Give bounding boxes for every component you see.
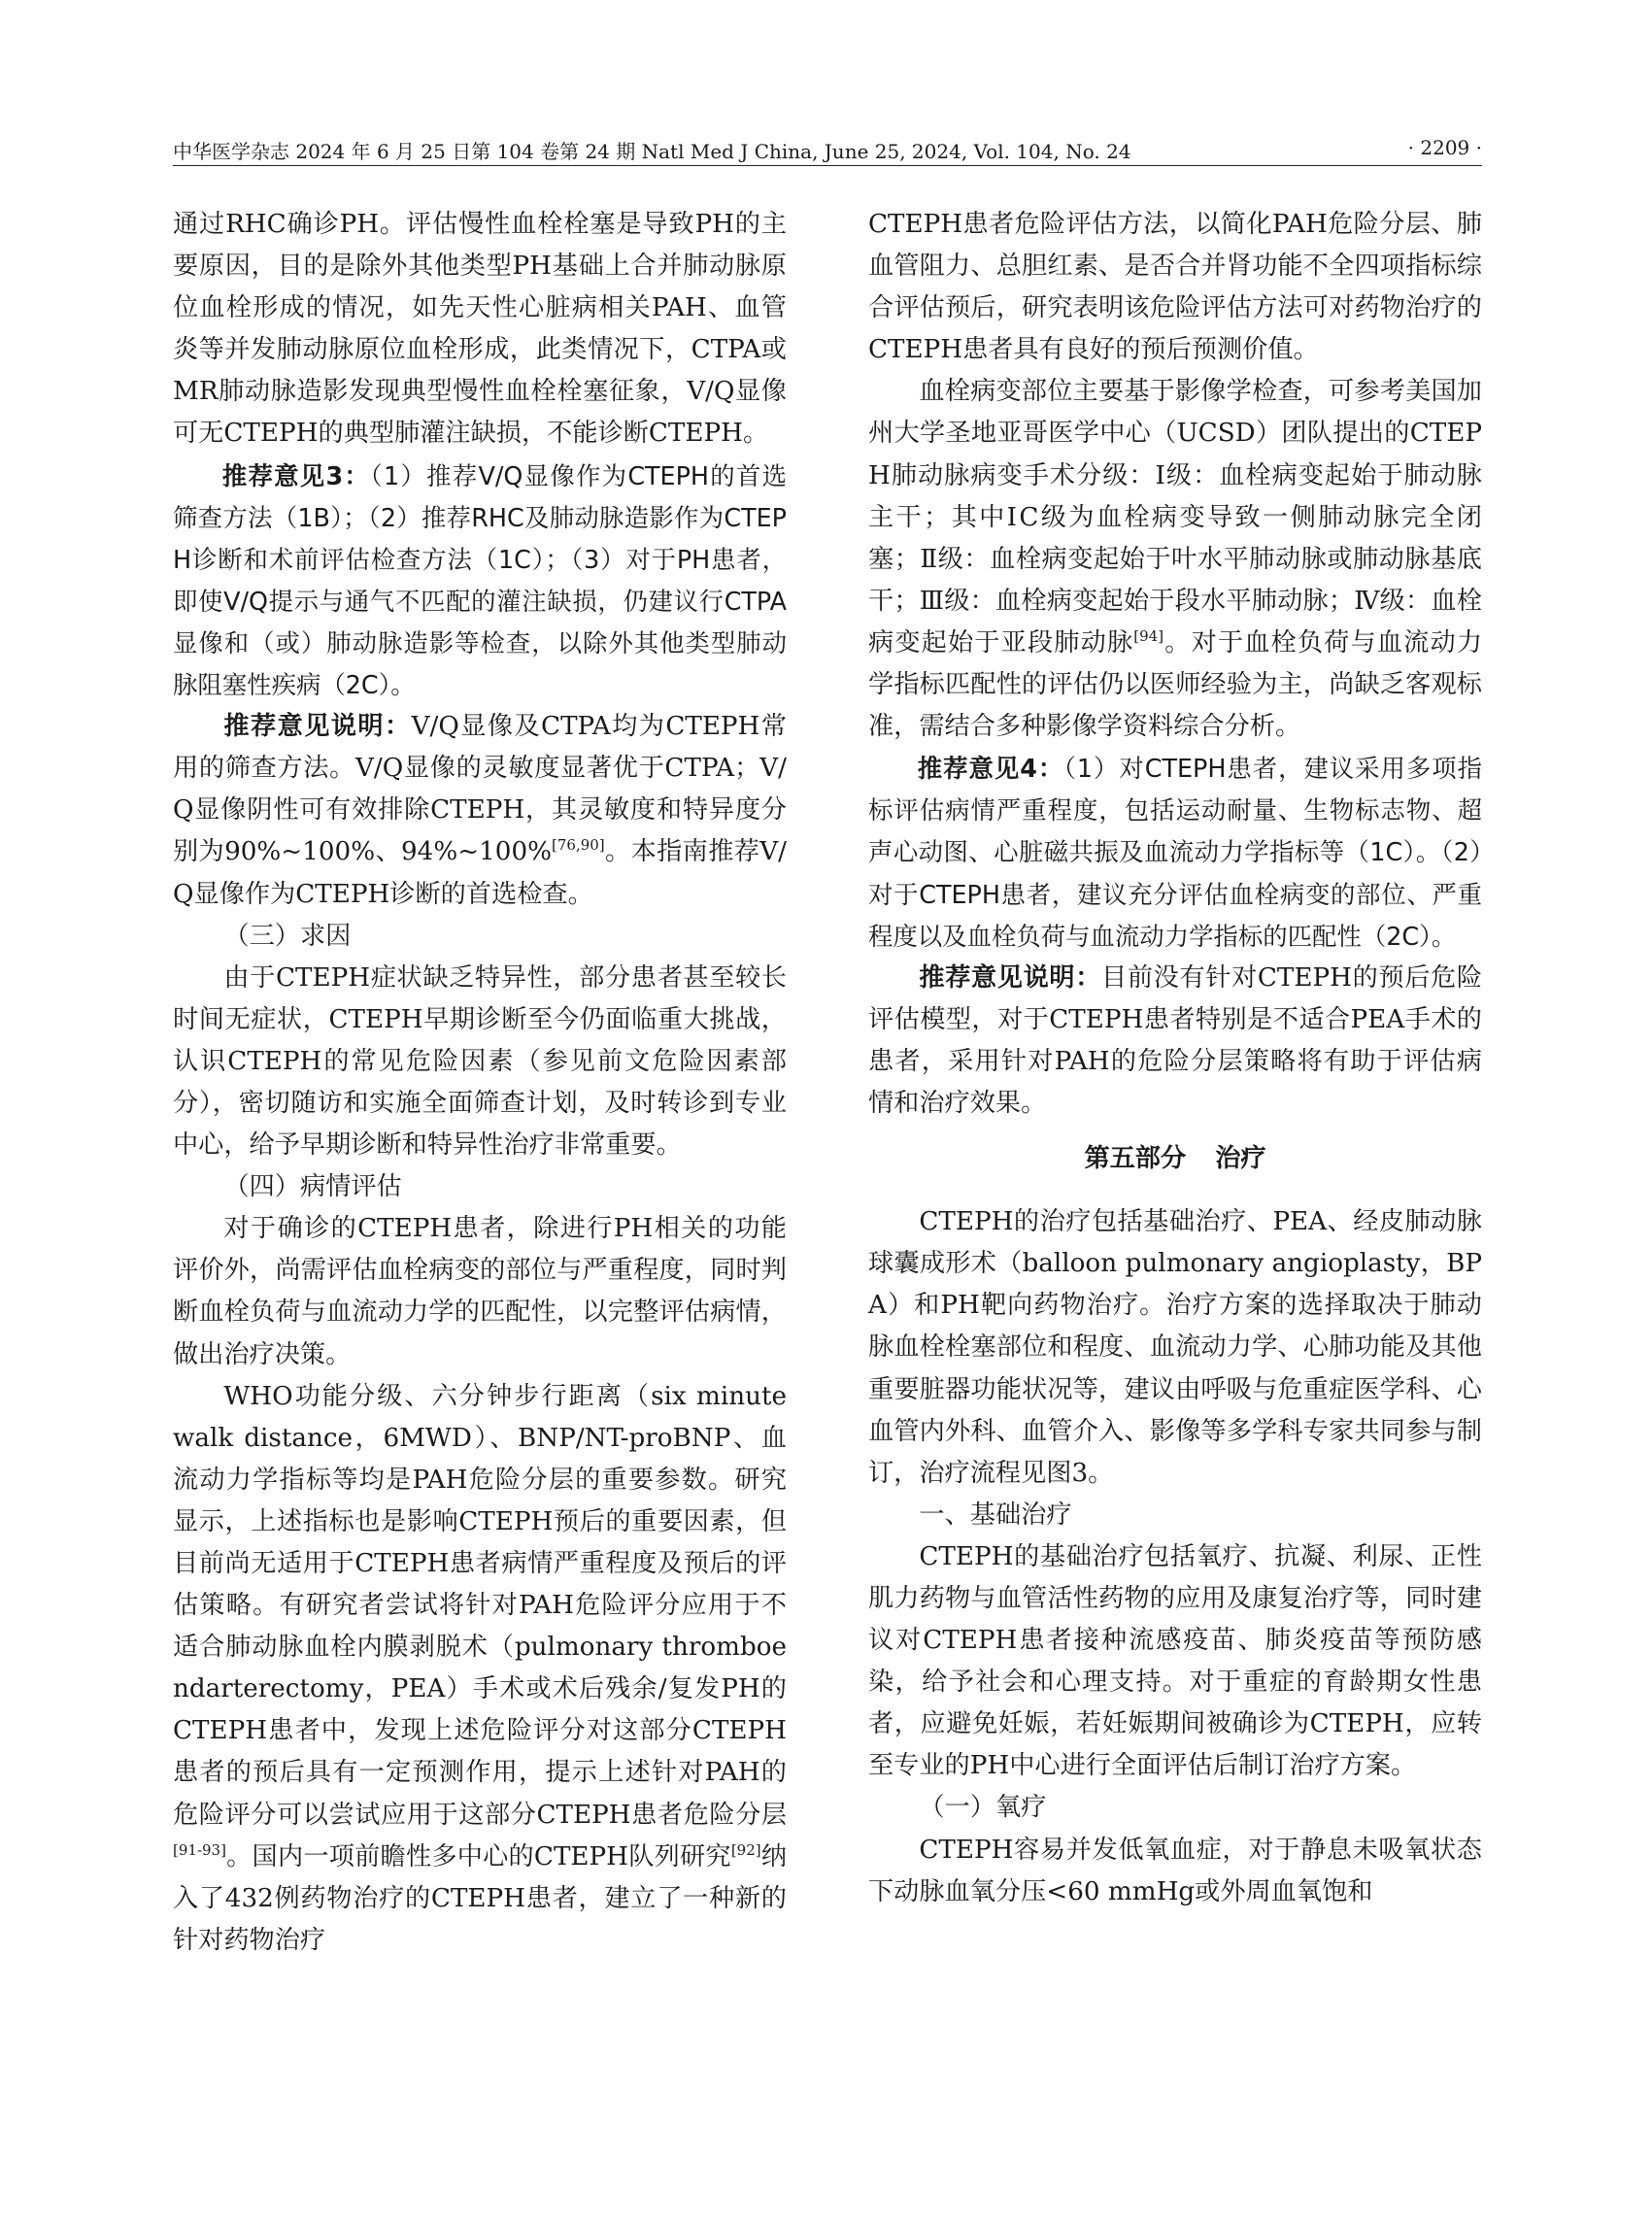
paragraph-basic-treatment: CTEPH的基础治疗包括氧疗、抗凝、利尿、正性肌力药物与血管活性药物的应用及康复治疗等，同时建议对CTEPH患者接种流感疫苗、肺炎疫苗等预防感染，给予社会和心理支持。对于重症的育龄期女性患者，应避免妊娠，若妊娠期间被确诊为CTEPH，应转至专业的PH中心进行全面评估后制订治疗方案。 [868, 1541, 1482, 1781]
paragraph-cause: 由于CTEPH症状缺乏特异性，部分患者甚至较长时间无症状，CTEPH早期诊断至今仍面临重大挑战，认识CTEPH的常见危险因素（参见前文危险因素部分），密切随访和实施全面筛查计划，及时转诊到专业中心，给予早期诊断和特异性治疗非常重要。 [173, 962, 787, 1161]
running-header [173, 132, 1482, 165]
journal-citation: 中华医学杂志 2024 年 6 月 25 日第 104 卷第 24 期 Natl Med J China, June 25, 2024, Vol. 104, No. 24 [173, 140, 1131, 163]
subheading-oxygen: （一）氧疗 [919, 1793, 1047, 1823]
subheading-evaluation: （四）病情评估 [223, 1172, 402, 1202]
recommendation-4-label: 推荐意见4： [917, 754, 1064, 784]
paragraph-evaluation-2-a: WHO功能分级、六分钟步行距离（six minute walk distance，6MWD）、BNP/NT-proBNP、血流动力学指标等均是PAH危险分层的重要参数。研究显示，上述指标也是影响CTEPH预后的重要因素，但目前尚无适用于CTEPH患者病情严重程度及预后的评估策略。有研究者尝试将针对PAH危险评分应用于不适合肺动脉血栓内膜剥脱术（pulmonary thromboendarterectomy，PEA）手术或术后残余/复发PH的CTEPH患者中，发现上述危险评分对这部分CTEPH患者的预后具有一定预测作用，提示上述针对PAH的危险评分可以尝试应用于这部分CTEPH患者危险分层 [173, 1381, 787, 1830]
citation-ref: [94] [1133, 626, 1164, 645]
recommendation-4-note-text: 目前没有针对CTEPH的预后危险评估模型，对于CTEPH患者特别是不适合PEA手术的患者，采用针对PAH的危险分层策略将有助于评估病情和治疗效果。 [868, 962, 1483, 1118]
section-title: 治疗 [1215, 1144, 1266, 1174]
paragraph-diagnosis: 通过RHC确诊PH。评估慢性血栓栓塞是导致PH的主要原因，目的是除外其他类型PH基础上合并肺动脉原位血栓形成的情况，如先天性心脏病相关PAH、血管炎等并发肺动脉原位血栓形成，此类情况下，CTPA或MR肺动脉造影发现典型慢性血栓栓塞征象，V/Q显像可无CTEPH的典型肺灌注缺损，不能诊断CTEPH。 [173, 210, 787, 449]
paragraph-lesion-site [868, 371, 1482, 748]
left-column [173, 204, 787, 1962]
citation-ref: [92] [730, 1840, 761, 1859]
paragraph-lesion-site-b: 。对于血栓负荷与血流动力学指标匹配性的评估仍以医师经验为主，尚缺乏客观标准，需结合多种影像学资料综合分析。 [868, 627, 1483, 742]
citation-ref: [76,90] [552, 836, 605, 855]
paragraph-evaluation-2-b: 。国内一项前瞻性多中心的CTEPH队列研究 [225, 1841, 731, 1871]
recommendation-3-note [173, 706, 787, 915]
section-heading-treatment [868, 1138, 1482, 1180]
recommendation-3-note-text: V/Q显像及CTPA均为CTEPH常用的筛查方法。V/Q显像的灵敏度显著优于CTPA；V/Q显像阴性可有效排除CTEPH，其灵敏度和特异度分别为90%~100%、94%~100% [173, 712, 787, 867]
subheading-basic-treatment: 一、基础治疗 [919, 1500, 1072, 1530]
recommendation-3 [173, 455, 787, 707]
recommendation-4-text: （1）对CTEPH患者，建议采用多项指标评估病情严重程度，包括运动耐量、生物标志物、超声心动图、心脏磁共振及血流动力学指标等（1C）。（2）对于CTEPH患者，建议充分评估血栓病变的部位、严重程度以及血栓负荷与血流动力学指标的匹配性（2C）。 [868, 754, 1483, 951]
page-number: · 2209 · [1407, 136, 1482, 159]
recommendation-4-note [868, 958, 1482, 1125]
recommendation-3-note-label: 推荐意见说明： [223, 712, 412, 742]
paragraph-treatment: CTEPH的治疗包括基础治疗、PEA、经皮肺动脉球囊成形术（balloon pulmonary angioplasty，BPA）和PH靶向药物治疗。治疗方案的选择取决于肺动脉血栓栓塞部位和程度、血流动力学、心肺功能及其他重要脏器功能状况等，建议由呼吸与危重症医学科、心血管内外科、血管介入、影像等多学科专家共同参与制订，治疗流程见图3。 [868, 1207, 1482, 1488]
recommendation-3-label: 推荐意见3： [221, 460, 371, 490]
recommendation-4 [868, 748, 1482, 957]
citation-ref: [91-93] [173, 1840, 226, 1859]
paragraph-risk-method: CTEPH患者危险评估方法，以简化PAH危险分层、肺血管阻力、总胆红素、是否合并肾功能不全四项指标综合评估预后，研究表明该危险评估方法可对药物治疗的CTEPH患者具有良好的预后预测价值。 [868, 210, 1482, 365]
right-column [868, 204, 1482, 1913]
section-number: 第五部分 [1084, 1144, 1187, 1174]
paragraph-oxygen: CTEPH容易并发低氧血症，对于静息未吸氧状态下动脉血氧分压<60 mmHg或外周血氧饱和 [868, 1835, 1482, 1906]
subheading-cause: （三）求因 [223, 921, 352, 951]
recommendation-3-text: （1）推荐V/Q显像作为CTEPH的首选筛查方法（1B）；（2）推荐RHC及肺动脉造影作为CTEPH诊断和术前评估检查方法（1C）；（3）对于PH患者，即使V/Q提示与通气不匹配的灌注缺损，仍建议行CTPA显像和（或）肺动脉造影等检查，以除外其他类型肺动脉阻塞性疾病（2C）。 [173, 460, 787, 700]
header-divider [173, 165, 1482, 166]
recommendation-3-note-tail: 。本指南推荐V/Q显像作为CTEPH诊断的首选检查。 [173, 837, 788, 909]
paragraph-evaluation-2 [173, 1376, 787, 1962]
recommendation-4-note-label: 推荐意见说明： [919, 962, 1102, 993]
paragraph-evaluation-1: 对于确诊的CTEPH患者，除进行PH相关的功能评价外，尚需评估血栓病变的部位与严重程度，同时判断血栓负荷与血流动力学的匹配性，以完整评估病情，做出治疗决策。 [173, 1214, 787, 1369]
paragraph-evaluation-2-c: 纳入了432例药物治疗的CTEPH患者，建立了一种新的针对药物治疗 [173, 1841, 788, 1955]
paragraph-lesion-site-a: 血栓病变部位主要基于影像学检查，可参考美国加州大学圣地亚哥医学中心（UCSD）团队提出的CTEPH肺动脉病变手术分级：Ⅰ级：血栓病变起始于肺动脉主干；其中ⅠC级为血栓病变导致一侧肺动脉完全闭塞；Ⅱ级：血栓病变起始于叶水平肺动脉或肺动脉基底干；Ⅲ级：血栓病变起始于段水平肺动脉；Ⅳ级：血栓病变起始于亚段肺动脉 [868, 377, 1482, 657]
